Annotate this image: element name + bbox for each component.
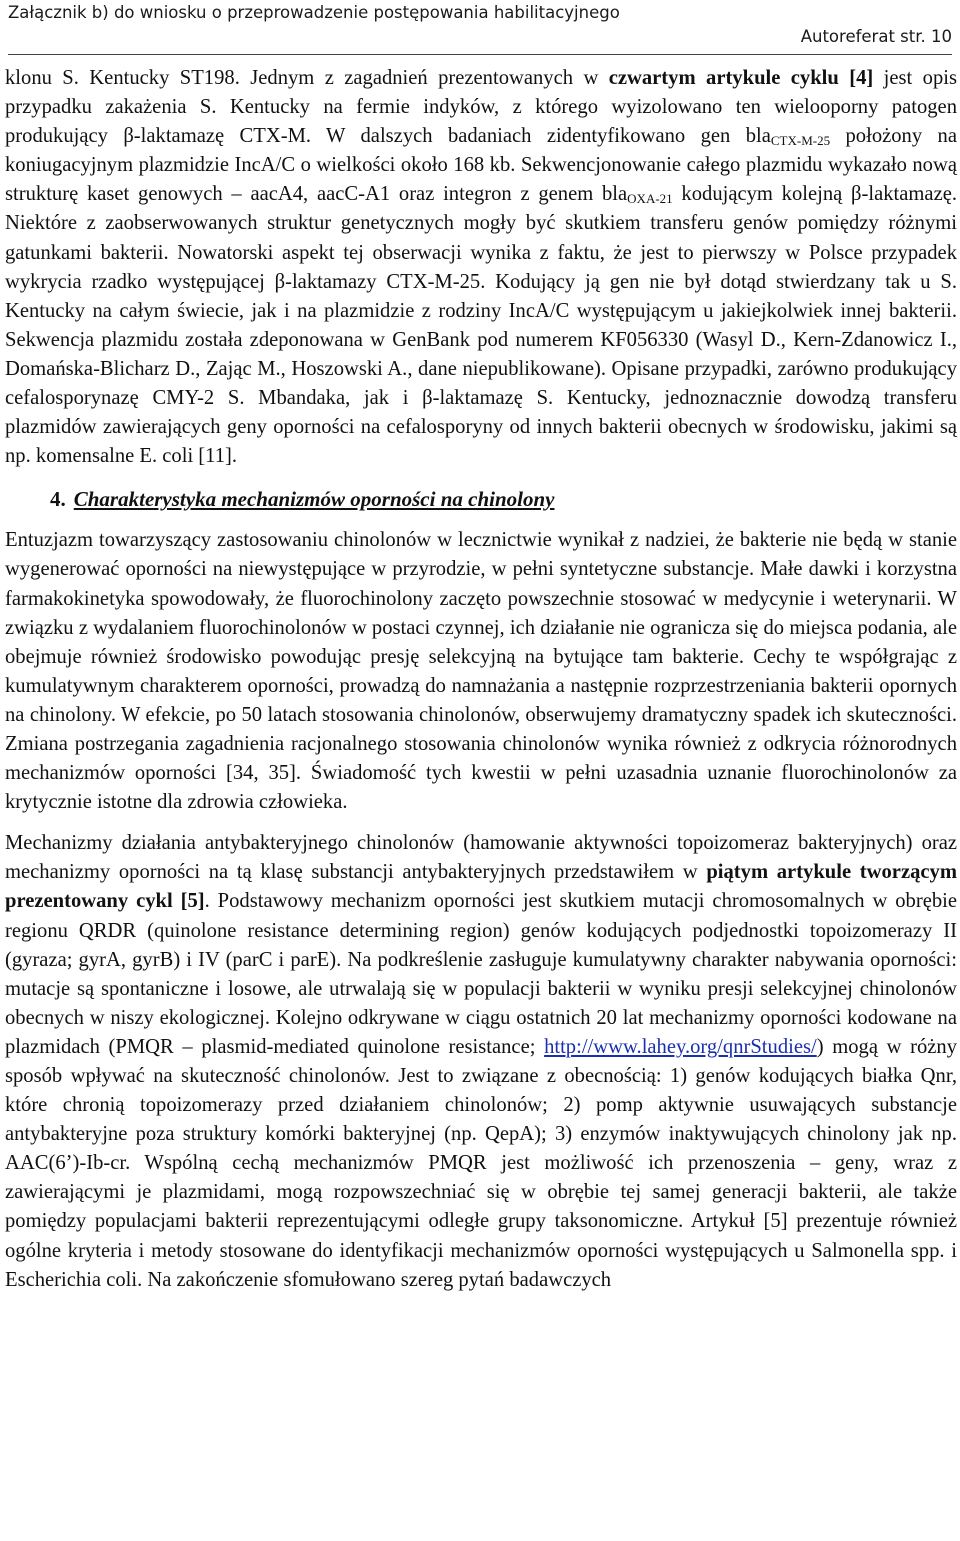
paragraph-kentucky bbox=[5, 64, 957, 471]
document-body bbox=[5, 64, 957, 1295]
document-header-title: Załącznik b) do wniosku o przeprowadzenie postępowania habilitacyjnego bbox=[8, 3, 620, 22]
bold-reference: piątym artykule tworzącym prezentowany cykl [5] bbox=[5, 861, 957, 913]
text-run: . Podstawowy mechanizm oporności jest skutkiem mutacji chromosomalnych w obrębie regionu QRDR (quinolone resistance determining region) genów kodujących podjednostki topoizomerazy II (gyraza; gyrA, gyrB) i IV (parC i parE). Na podkreślenie zasługuje kumulatywny charakter nabywania oporności: mutacje są spontaniczne i losowe, ale utrwalają się w populacji bakterii w wyniku presji selekcyjnej chinolonów obecnych w niszy ekologicznej. Kolejno odkrywane w ciągu ostatnich 20 lat mechanizmy oporności kodowane na plazmidach (PMQR – plasmid-mediated quinolone resistance; bbox=[5, 890, 958, 1058]
section-number: 4. bbox=[50, 487, 66, 512]
text-run: położony na koniugacyjnym plazmidzie IncA/C o wielkości około 168 kb. Sekwencjonowanie całego plazmidu wykazało nową strukturę kaset genowych – aacA4, aacC-A1 oraz integron z genem bla bbox=[5, 125, 957, 206]
paragraph-enthusiasm: Entuzjazm towarzyszący zastosowaniu chinolonów w lecznictwie wynikał z nadziei, że bakterie nie będą w stanie wygenerować oporności na niewystępujące w przyrodzie, w pełni syntetyczne substancje. Małe dawki i korzystna farmakokinetyka spowodowały, że fluorochinolony zaczęto powszechnie stosować w medycynie i weterynarii. W związku z wydalaniem fluorochinolonów w postaci czynnej, ich działanie nie ogranicza się do miejsca podania, ale obejmuje również środowisko powodując presję selekcyjną na bytujące tam bakterie. Cechy te współgrając z kumulatywnym charakterem oporności, prowadzą do namnażania a następnie rozprzestrzeniania bakterii opornych na chinolony. W efekcie, po 50 latach stosowania chinolonów, obserwujemy dramatyczny spadek ich skuteczności. Zmiana postrzegania zagadnienia racjonalnego stosowania chinolonów wynika również z odkrycia różnorodnych mechanizmów oporności [34, 35]. Świadomość tych kwestii w pełni uzasadnia uznanie fluorochinolonów za krytycznie istotne dla zdrowia człowieka. bbox=[5, 529, 957, 814]
paragraph-mechanisms bbox=[5, 829, 957, 1295]
section-title: Charakterystyka mechanizmów oporności na chinolony bbox=[73, 487, 555, 512]
section-heading bbox=[5, 485, 957, 514]
text-run: ) mogą w różny sposób wpływać na skuteczność chinolonów. Jest to związane z obecnością: 1) genów kodujących białka Qnr, które chronią topoizomerazy przed działaniem chinolonów; 2) pomp aktywnie usuwających substancje antybakteryjne poza struktury komórki bakteryjnej (np. QepA); 3) enzymów inaktywujących chinolony jak np. AAC(6’)-Ib-cr. Wspólną cechą mechanizmów PMQR jest możliwość ich przenoszenia – geny, wraz z zawierającymi je plazmidami, mogą rozpowszechniać się w obrębie tej samej generacji bakterii, ale także pomiędzy populacjami bakterii reprezentującymi odległe grupy taksonomiczne. Artykuł [5] prezentuje również ogólne kryteria i metody stosowane do identyfikacji mechanizmów oporności występujących u Salmonella spp. i Escherichia coli. Na zakończenie sfomułowano szereg pytań badawczych bbox=[5, 1035, 957, 1291]
page-number-label: Autoreferat str. 10 bbox=[800, 27, 952, 46]
spacer bbox=[5, 514, 957, 526]
spacer bbox=[5, 471, 957, 485]
gene-subscript: OXA-21 bbox=[627, 191, 673, 207]
gene-subscript: CTX-M-25 bbox=[770, 133, 831, 149]
header-divider bbox=[8, 54, 952, 55]
qnr-studies-link[interactable]: http://www.lahey.org/qnrStudies/ bbox=[544, 1035, 817, 1058]
spacer bbox=[5, 817, 957, 829]
text-run: Mechanizmy działania antybakteryjnego chinolonów (hamowanie aktywności topoizomeraz bakteryjnych) oraz mechanizmy oporności na tą klasę substancji antybakteryjnych przedstawiłem w bbox=[5, 832, 957, 884]
text-run: kodującym kolejną β-laktamazę. Niektóre z zaobserwowanych struktur genetycznych mogły być skutkiem transferu genów pomiędzy różnymi gatunkami bakterii. Nowatorski aspekt tej obserwacji wynika z faktu, że jest to pierwszy w Polsce przypadek wykrycia rzadko występującej β-laktamazy CTX-M-25. Kodujący ją gen nie był dotąd stwierdzany tak u S. Kentucky na całym świecie, jak i na plazmidzie z rodziny IncA/C występującym u jakiejkolwiek innej bakterii. Sekwencja plazmidu została zdeponowana w GenBank pod numerem KF056330 (Wasyl D., Kern-Zdanowicz I., Domańska-Blicharz D., Zając M., Hoszowski A., dane niepublikowane). Opisane przypadki, zarówno produkujący cefalosporynazę CMY-2 S. Mbandaka, jak i β-laktamazę S. Kentucky, jednoznacznie dowodzą transferu plazmidów zawierających geny oporności na cefalosporyny od innych bakterii obecnych w środowisku, jakimi są np. komensalne E. coli [11]. bbox=[5, 183, 957, 468]
text-run: klonu S. Kentucky ST198. Jednym z zagadnień prezentowanych w bbox=[5, 67, 609, 89]
bold-reference: czwartym artykule cyklu [4] bbox=[608, 67, 874, 89]
text-run: jest opis przypadku zakażenia S. Kentucky na fermie indyków, z którego wyizolowano ten wielooporny patogen produkujący β-laktamazę CTX-M. W dalszych badaniach zidentyfikowano gen bla bbox=[5, 67, 957, 148]
